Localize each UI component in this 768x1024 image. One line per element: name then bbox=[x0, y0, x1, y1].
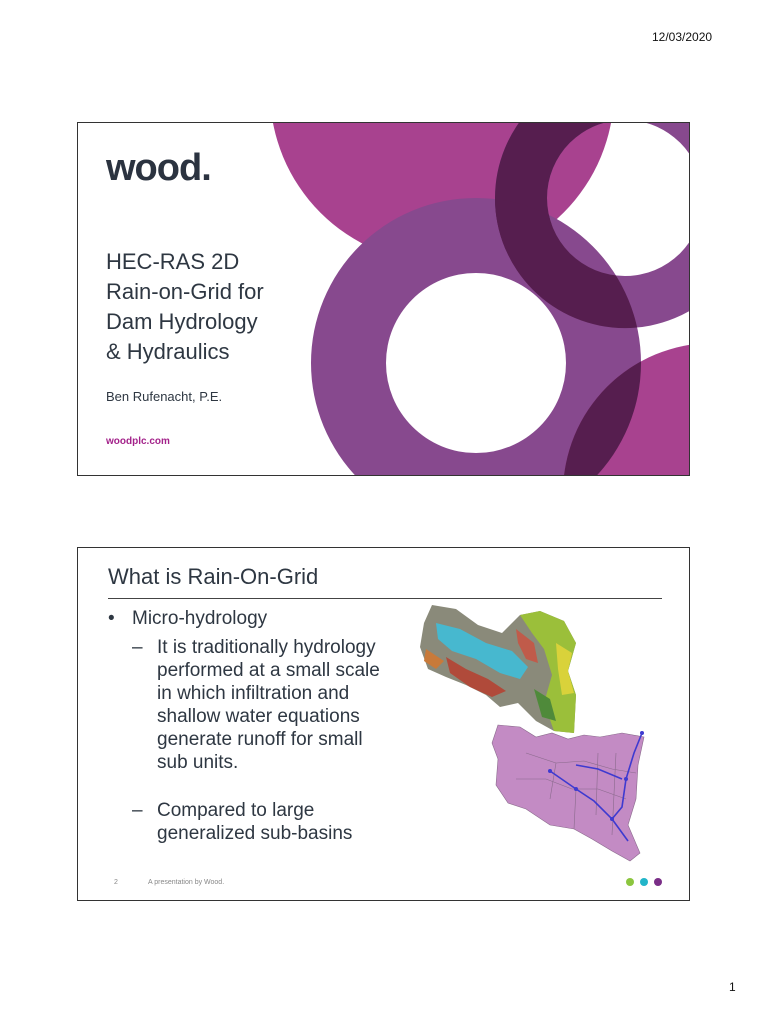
slide-number: 2 bbox=[114, 879, 118, 886]
page-number: 1 bbox=[729, 980, 736, 994]
dash-icon: – bbox=[132, 800, 143, 821]
slide-what-is-rain-on-grid: What is Rain-On-Grid • Micro-hydrology – It is traditionally hydrology performed at a small scale in which infiltration and shallow water equations generate runoff for small sub units. – Compared to large generalized sub-basins 2 A presentation by Wood. bbox=[77, 547, 690, 901]
page-date: 12/03/2020 bbox=[652, 30, 713, 44]
title-line: & Hydraulics bbox=[106, 339, 230, 364]
purple-dot-icon bbox=[654, 878, 662, 886]
teal-dot-icon bbox=[640, 878, 648, 886]
bullet-dot-icon: • bbox=[108, 608, 115, 629]
brand-dots bbox=[626, 878, 666, 888]
green-dot-icon bbox=[626, 878, 634, 886]
title-line: HEC-RAS 2D bbox=[106, 249, 240, 274]
watershed-maps-image bbox=[416, 603, 676, 868]
presentation-title bbox=[106, 247, 336, 367]
slide-title: What is Rain-On-Grid bbox=[108, 564, 319, 589]
subbasin-map bbox=[492, 725, 644, 861]
website-link[interactable]: woodplc.com bbox=[106, 436, 170, 447]
dash-icon: – bbox=[132, 637, 143, 658]
title-divider bbox=[108, 598, 662, 599]
terrain-map bbox=[420, 605, 576, 733]
title-line: Rain-on-Grid for bbox=[106, 279, 264, 304]
title-line: Dam Hydrology bbox=[106, 309, 258, 334]
footer-text: A presentation by Wood. bbox=[148, 879, 225, 886]
slide-title bbox=[77, 122, 690, 476]
author-name: Ben Rufenacht, P.E. bbox=[106, 389, 223, 404]
wood-logo: wood. bbox=[106, 147, 211, 189]
